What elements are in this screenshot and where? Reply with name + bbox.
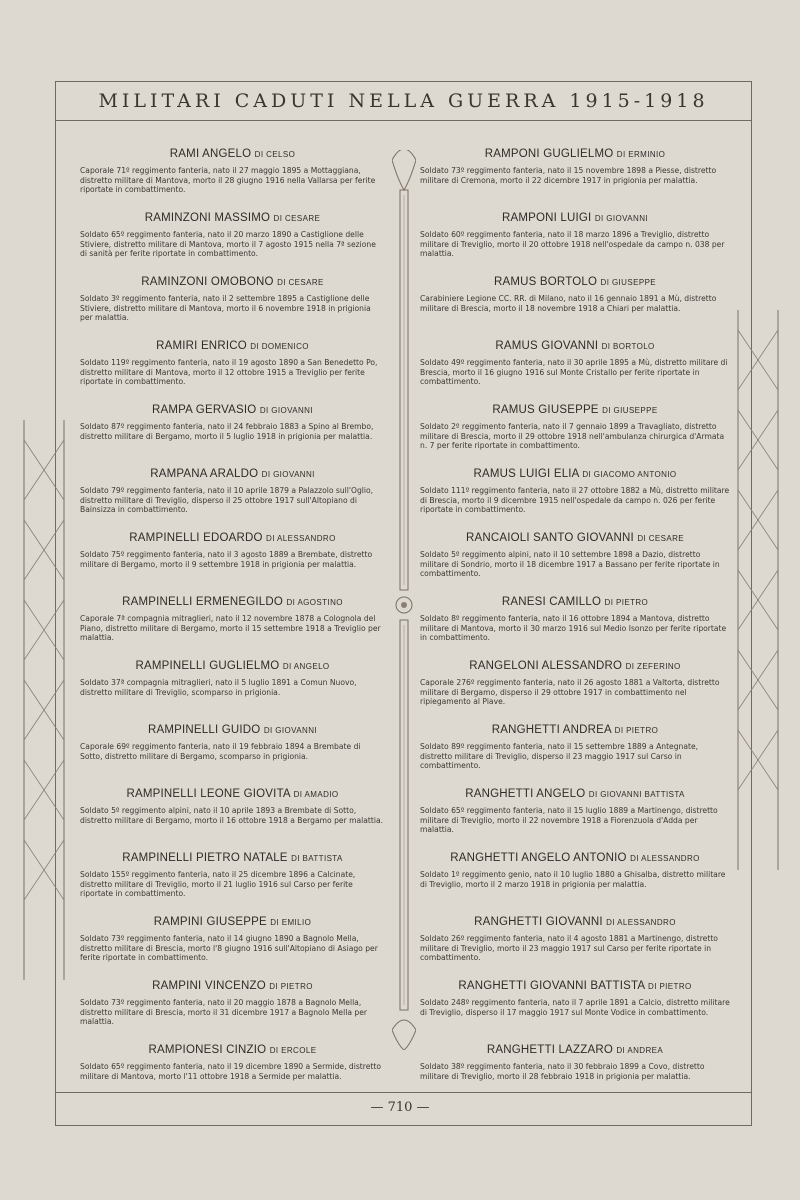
entry-text: Soldato 60º reggimento fanteria, nato il 18 marzo 1896 a Treviglio, distretto militare di Treviglio, morto il 20 ottobre 1918 nell'ospedale da campo n. 038 per malattia.: [420, 230, 725, 259]
entry-text: Caporale 69º reggimento fanteria, nato il 19 febbraio 1894 a Brembate di Sotto, distretto militare di Bergamo, scomparso in prigionia.: [80, 742, 361, 761]
entry-name: [420, 1044, 730, 1056]
obituary-entry: [80, 1044, 385, 1081]
entry-patronymic: DI PIETRO: [614, 726, 659, 735]
entry-name: [420, 276, 730, 288]
entry-surname: RANGHETTI ANDREA: [491, 724, 612, 736]
obituary-entry: [80, 596, 385, 643]
obituary-entry: [420, 596, 730, 643]
entry-surname: RANCAIOLI SANTO GIOVANNI: [465, 532, 634, 544]
entry-text: Soldato 87º reggimento fanteria, nato il 24 febbraio 1883 a Spino al Brembo, distretto militare di Bergamo, morto il 5 luglio 1918 in prigionia per malattia.: [80, 422, 374, 441]
entry-patronymic: DI GIUSEPPE: [600, 278, 657, 287]
entry-text: Soldato 8º reggimento fanteria, nato il 16 ottobre 1894 a Mantova, distretto militare di Mantova, morto il 30 marzo 1916 sul Medio Isonzo per ferite riportate in combattimento.: [420, 614, 727, 643]
obituary-entry: [420, 1044, 730, 1081]
entry-name: [80, 596, 385, 608]
obituary-entry: [80, 532, 385, 569]
entry-patronymic: DI GIOVANNI: [261, 470, 315, 479]
entry-surname: RAMIRI ENRICO: [156, 340, 247, 352]
entry-name: [420, 532, 730, 544]
entry-surname: RANGELONI ALESSANDRO: [469, 660, 623, 672]
entry-name: [420, 212, 730, 224]
entry-text: Soldato 73º reggimento fanteria, nato il 14 giugno 1890 a Bagnolo Mella, distretto militare di Brescia, morto l'8 giugno 1916 sull'Altopiano di Asiago per ferite riportate in combattimento.: [80, 934, 378, 963]
entry-name: [80, 788, 385, 800]
entry-name: [420, 148, 730, 160]
obituary-entry: [420, 916, 730, 963]
entry-name: [80, 532, 385, 544]
entry-patronymic: DI ALESSANDRO: [266, 534, 336, 543]
entry-patronymic: DI ANDREA: [616, 1046, 664, 1055]
entry-text: Carabiniere Legione CC. RR. di Milano, nato il 16 gennaio 1891 a Mù, distretto militare di Brescia, morto il 18 novembre 1918 a Chiari per malattia.: [420, 294, 717, 313]
entry-surname: RANGHETTI ANGELO: [465, 788, 586, 800]
entry-surname: RAMPINELLI EDOARDO: [129, 532, 263, 544]
obituary-entry: [80, 340, 385, 387]
entry-text: Soldato 49º reggimento fanteria, nato il 30 aprile 1895 a Mù, distretto militare di Brescia, morto il 16 giugno 1916 sul Monte Cristallo per ferite riportate in combattimento.: [420, 358, 728, 387]
entry-patronymic: DI CESARE: [273, 214, 321, 223]
entry-surname: RAMI ANGELO: [169, 148, 252, 160]
entry-text: Soldato 65º reggimento fanteria, nato il 20 marzo 1890 a Castiglione delle Stiviere, distretto militare di Mantova, morto il 7 agosto 1915 nella 7ª sezione di sanità per ferite riportate in combattimento.: [80, 230, 376, 259]
obituary-entry: [420, 852, 730, 889]
entry-name: [80, 212, 385, 224]
entry-name: [80, 276, 385, 288]
entry-name: [420, 852, 730, 864]
lattice-ornament-left-icon: [18, 420, 70, 980]
entry-text: Soldato 26º reggimento fanteria, nato il 4 agosto 1881 a Martinengo, distretto militare di Treviglio, morto il 23 maggio 1917 sul Carso per ferite riportate in combattimento.: [420, 934, 718, 963]
entry-name: [420, 340, 730, 352]
obituary-entry: [420, 404, 730, 451]
entry-name: [420, 980, 730, 992]
entry-patronymic: DI ERCOLE: [269, 1046, 317, 1055]
entry-patronymic: DI CELSO: [254, 150, 296, 159]
entry-surname: RANGHETTI GIOVANNI: [474, 916, 603, 928]
entry-text: Caporale 276º reggimento fanteria, nato il 26 agosto 1881 a Valtorta, distretto militare di Bergamo, disperso il 29 ottobre 1917 in combattimento nel ripiegamento al Piave.: [420, 678, 720, 707]
entry-name: [420, 724, 730, 736]
entry-text: Soldato 5º reggimento alpini, nato il 10 aprile 1893 a Brembate di Sotto, distretto militare di Bergamo, morto il 16 ottobre 1918 a Bergamo per malattia.: [80, 806, 384, 825]
obituary-entry: [420, 468, 730, 515]
entry-text: Soldato 37ª compagnia mitraglieri, nato il 5 luglio 1891 a Comun Nuovo, distretto militare di Treviglio, scomparso in prigionia.: [80, 678, 357, 697]
entry-patronymic: DI BORTOLO: [601, 342, 655, 351]
entry-patronymic: DI DOMENICO: [250, 342, 309, 351]
entry-surname: RAMPANA ARALDO: [150, 468, 259, 480]
entry-surname: RAMPINELLI GUGLIELMO: [135, 660, 280, 672]
page-number: — 710 —: [370, 1100, 430, 1115]
entry-name: [420, 788, 730, 800]
entry-surname: RANGHETTI GIOVANNI BATTISTA: [458, 980, 645, 992]
entry-text: Soldato 73º reggimento fanteria, nato il 20 maggio 1878 a Bagnolo Mella, distretto militare di Brescia, morto il 31 dicembre 1917 a Bagnolo Mella per malattia.: [80, 998, 367, 1027]
obituary-entry: [420, 148, 730, 185]
entry-text: Soldato 89º reggimento fanteria, nato il 15 settembre 1889 a Antegnate, distretto militare di Treviglio, disperso il 23 maggio 1917 sul Carso in combattimento.: [420, 742, 699, 771]
entry-text: Soldato 3º reggimento fanteria, nato il 2 settembre 1895 a Castiglione delle Stiviere, distretto militare di Mantova, morto il 6 novembre 1918 in prigionia per malattia.: [80, 294, 371, 323]
entry-name: [420, 404, 730, 416]
entry-surname: RAMPINI GIUSEPPE: [153, 916, 267, 928]
page-title: MILITARI CADUTI NELLA GUERRA 1915-1918: [98, 89, 709, 112]
entry-surname: RAMPINELLI GUIDO: [147, 724, 261, 736]
obituary-entry: [420, 340, 730, 387]
entry-surname: RANGHETTI LAZZARO: [486, 1044, 613, 1056]
entry-patronymic: DI ERMINIO: [616, 150, 666, 159]
entry-surname: RAMPA GERVASIO: [152, 404, 257, 416]
obituary-entry: [420, 980, 730, 1017]
entry-text: Soldato 73º reggimento fanteria, nato il 15 novembre 1898 a Piesse, distretto militare di Cremona, morto il 22 dicembre 1917 in prigionia per malattia.: [420, 166, 717, 185]
entry-patronymic: DI GIACOMO ANTONIO: [582, 470, 677, 479]
entry-name: [420, 916, 730, 928]
obituary-entry: [420, 788, 730, 835]
entry-surname: RAMINZONI MASSIMO: [144, 212, 271, 224]
obituary-entry: [420, 212, 730, 259]
entry-surname: RANESI CAMILLO: [501, 596, 602, 608]
entry-patronymic: DI ANGELO: [282, 662, 330, 671]
obituary-entry: [420, 660, 730, 707]
obituary-entry: [420, 532, 730, 579]
obituary-entry: [80, 852, 385, 899]
entry-text: Caporale 71º reggimento fanteria, nato il 27 maggio 1895 a Mottaggiana, distretto militare di Mantova, morto il 28 giugno 1916 nella Vallarsa per ferite riportate in combattimento.: [80, 166, 376, 195]
entry-patronymic: DI PIETRO: [604, 598, 649, 607]
entry-surname: RAMUS GIOVANNI: [495, 340, 599, 352]
entry-surname: RAMUS BORTOLO: [493, 276, 598, 288]
entry-text: Soldato 155º reggimento fanteria, nato il 25 dicembre 1896 a Calcinate, distretto militare di Treviglio, morto il 21 luglio 1916 sul Carso per ferite riportate in combattimento.: [80, 870, 356, 899]
entry-patronymic: DI CESARE: [637, 534, 685, 543]
entry-surname: RAMPONI LUIGI: [501, 212, 592, 224]
entry-surname: RAMPIONESI CINZIO: [148, 1044, 267, 1056]
column-ornament-icon: [392, 150, 416, 1050]
entry-patronymic: DI CESARE: [277, 278, 324, 287]
entry-patronymic: DI ALESSANDRO: [630, 854, 700, 863]
entry-text: Soldato 75º reggimento fanteria, nato il 3 agosto 1889 a Brembate, distretto militare di Bergamo, morto il 9 settembre 1918 in prigionia per malattia.: [80, 550, 373, 569]
entry-patronymic: DI PIETRO: [269, 982, 313, 991]
entry-surname: RAMUS LUIGI ELIA: [473, 468, 579, 480]
entry-surname: RAMPINELLI LEONE GIOVITA: [126, 788, 291, 800]
entry-patronymic: DI AGOSTINO: [286, 598, 343, 607]
obituary-entry: [420, 276, 730, 313]
entry-text: Soldato 111º reggimento fanteria, nato il 27 ottobre 1882 a Mù, distretto militare di Brescia, morto il 9 dicembre 1915 nell'ospedale da campo n. 026 per ferite riportate in combattimento.: [420, 486, 730, 515]
entry-name: [80, 148, 385, 160]
entry-text: Soldato 38º reggimento fanteria, nato il 30 febbraio 1899 a Covo, distretto militare di Treviglio, morto il 28 febbraio 1918 in prigionia per malattia.: [420, 1062, 705, 1081]
lattice-ornament-right-icon: [730, 310, 785, 870]
entry-name: [80, 724, 385, 736]
entry-surname: RAMPONI GUGLIELMO: [484, 148, 614, 160]
entry-surname: RAMPINELLI PIETRO NATALE: [122, 852, 288, 864]
obituary-entry: [80, 980, 385, 1027]
entry-name: [80, 980, 385, 992]
entry-patronymic: DI ZEFERINO: [625, 662, 681, 671]
entry-text: Soldato 65º reggimento fanteria, nato il 19 dicembre 1890 a Sermide, distretto militare di Mantova, morto l'11 ottobre 1918 a Sermide per malattia.: [80, 1062, 381, 1081]
entry-name: [80, 468, 385, 480]
entry-surname: RAMPINI VINCENZO: [152, 980, 266, 992]
entry-patronymic: DI EMILIO: [270, 918, 312, 927]
entry-patronymic: DI BATTISTA: [291, 854, 343, 863]
obituary-entry: [80, 660, 385, 697]
entry-name: [420, 660, 730, 672]
obituary-entry: [80, 276, 385, 323]
entry-name: [80, 340, 385, 352]
entry-name: [420, 468, 730, 480]
entry-patronymic: DI PIETRO: [648, 982, 692, 991]
obituary-entry: [80, 468, 385, 515]
entry-surname: RAMUS GIUSEPPE: [492, 404, 599, 416]
obituary-entry: [420, 724, 730, 771]
entry-text: Caporale 7ª compagnia mitraglieri, nato il 12 novembre 1878 a Colognola del Piano, distretto militare di Bergamo, morto il 15 settembre 1918 a Treviglio per malattia.: [80, 614, 381, 643]
entry-name: [420, 596, 730, 608]
entry-text: Soldato 65º reggimento fanteria, nato il 15 luglio 1889 a Martinengo, distretto militare di Treviglio, morto il 22 novembre 1918 a Fiorenzuola d'Adda per malattia.: [420, 806, 718, 835]
entry-surname: RAMPINELLI ERMENEGILDO: [122, 596, 284, 608]
entry-patronymic: DI GIOVANNI BATTISTA: [588, 790, 685, 799]
obituary-entry: [80, 916, 385, 963]
obituary-entry: [80, 404, 385, 441]
entry-name: [80, 660, 385, 672]
page-header: [55, 81, 752, 121]
obituary-entry: [80, 724, 385, 761]
entry-name: [80, 916, 385, 928]
entry-patronymic: DI AMADIO: [293, 790, 339, 799]
entry-name: [80, 404, 385, 416]
entry-text: Soldato 5º reggimento alpini, nato il 10 settembre 1898 a Dazio, distretto militare di Sondrio, morto il 18 dicembre 1917 a Bassano per ferite riportate in combattimento.: [420, 550, 720, 579]
entry-patronymic: DI GIOVANNI: [259, 406, 313, 415]
entry-text: Soldato 248º reggimento fanteria, nato il 7 aprile 1891 a Calcio, distretto militare di Treviglio, disperso il 17 maggio 1917 sul Monte Vodice in combattimento.: [420, 998, 730, 1017]
obituary-entry: [80, 212, 385, 259]
entry-patronymic: DI GIUSEPPE: [602, 406, 658, 415]
entry-text: Soldato 2º reggimento fanteria, nato il 7 gennaio 1899 a Travagliato, distretto militare di Brescia, morto il 29 ottobre 1918 nell'ambulanza chirurgica d'Armata n. 7 per ferite riportate in combattimento.: [420, 422, 725, 451]
entry-surname: RAMINZONI OMOBONO: [141, 276, 274, 288]
entry-text: Soldato 1º reggimento genio, nato il 10 luglio 1880 a Ghisalba, distretto militare di Treviglio, morto il 2 marzo 1918 in prigionia per malattia.: [420, 870, 726, 889]
entry-name: [80, 1044, 385, 1056]
entry-surname: RANGHETTI ANGELO ANTONIO: [450, 852, 627, 864]
entry-patronymic: DI GIOVANNI: [263, 726, 318, 735]
entry-patronymic: DI ALESSANDRO: [606, 918, 676, 927]
entry-text: Soldato 119º reggimento fanteria, nato il 19 agosto 1890 a San Benedetto Po, distretto militare di Mantova, morto il 12 ottobre 1915 a Treviglio per ferite riportate in combattimento.: [80, 358, 378, 387]
obituary-entry: [80, 148, 385, 195]
entry-text: Soldato 79º reggimento fanteria, nato il 10 aprile 1879 a Palazzolo sull'Oglio, distretto militare di Treviglio, disperso il 25 ottobre 1917 sull'Altopiano di Bainsizza in combattimento.: [80, 486, 374, 515]
entry-patronymic: DI GIOVANNI: [594, 214, 649, 223]
footer-rule: [55, 1092, 752, 1093]
obituary-entry: [80, 788, 385, 825]
entry-name: [80, 852, 385, 864]
